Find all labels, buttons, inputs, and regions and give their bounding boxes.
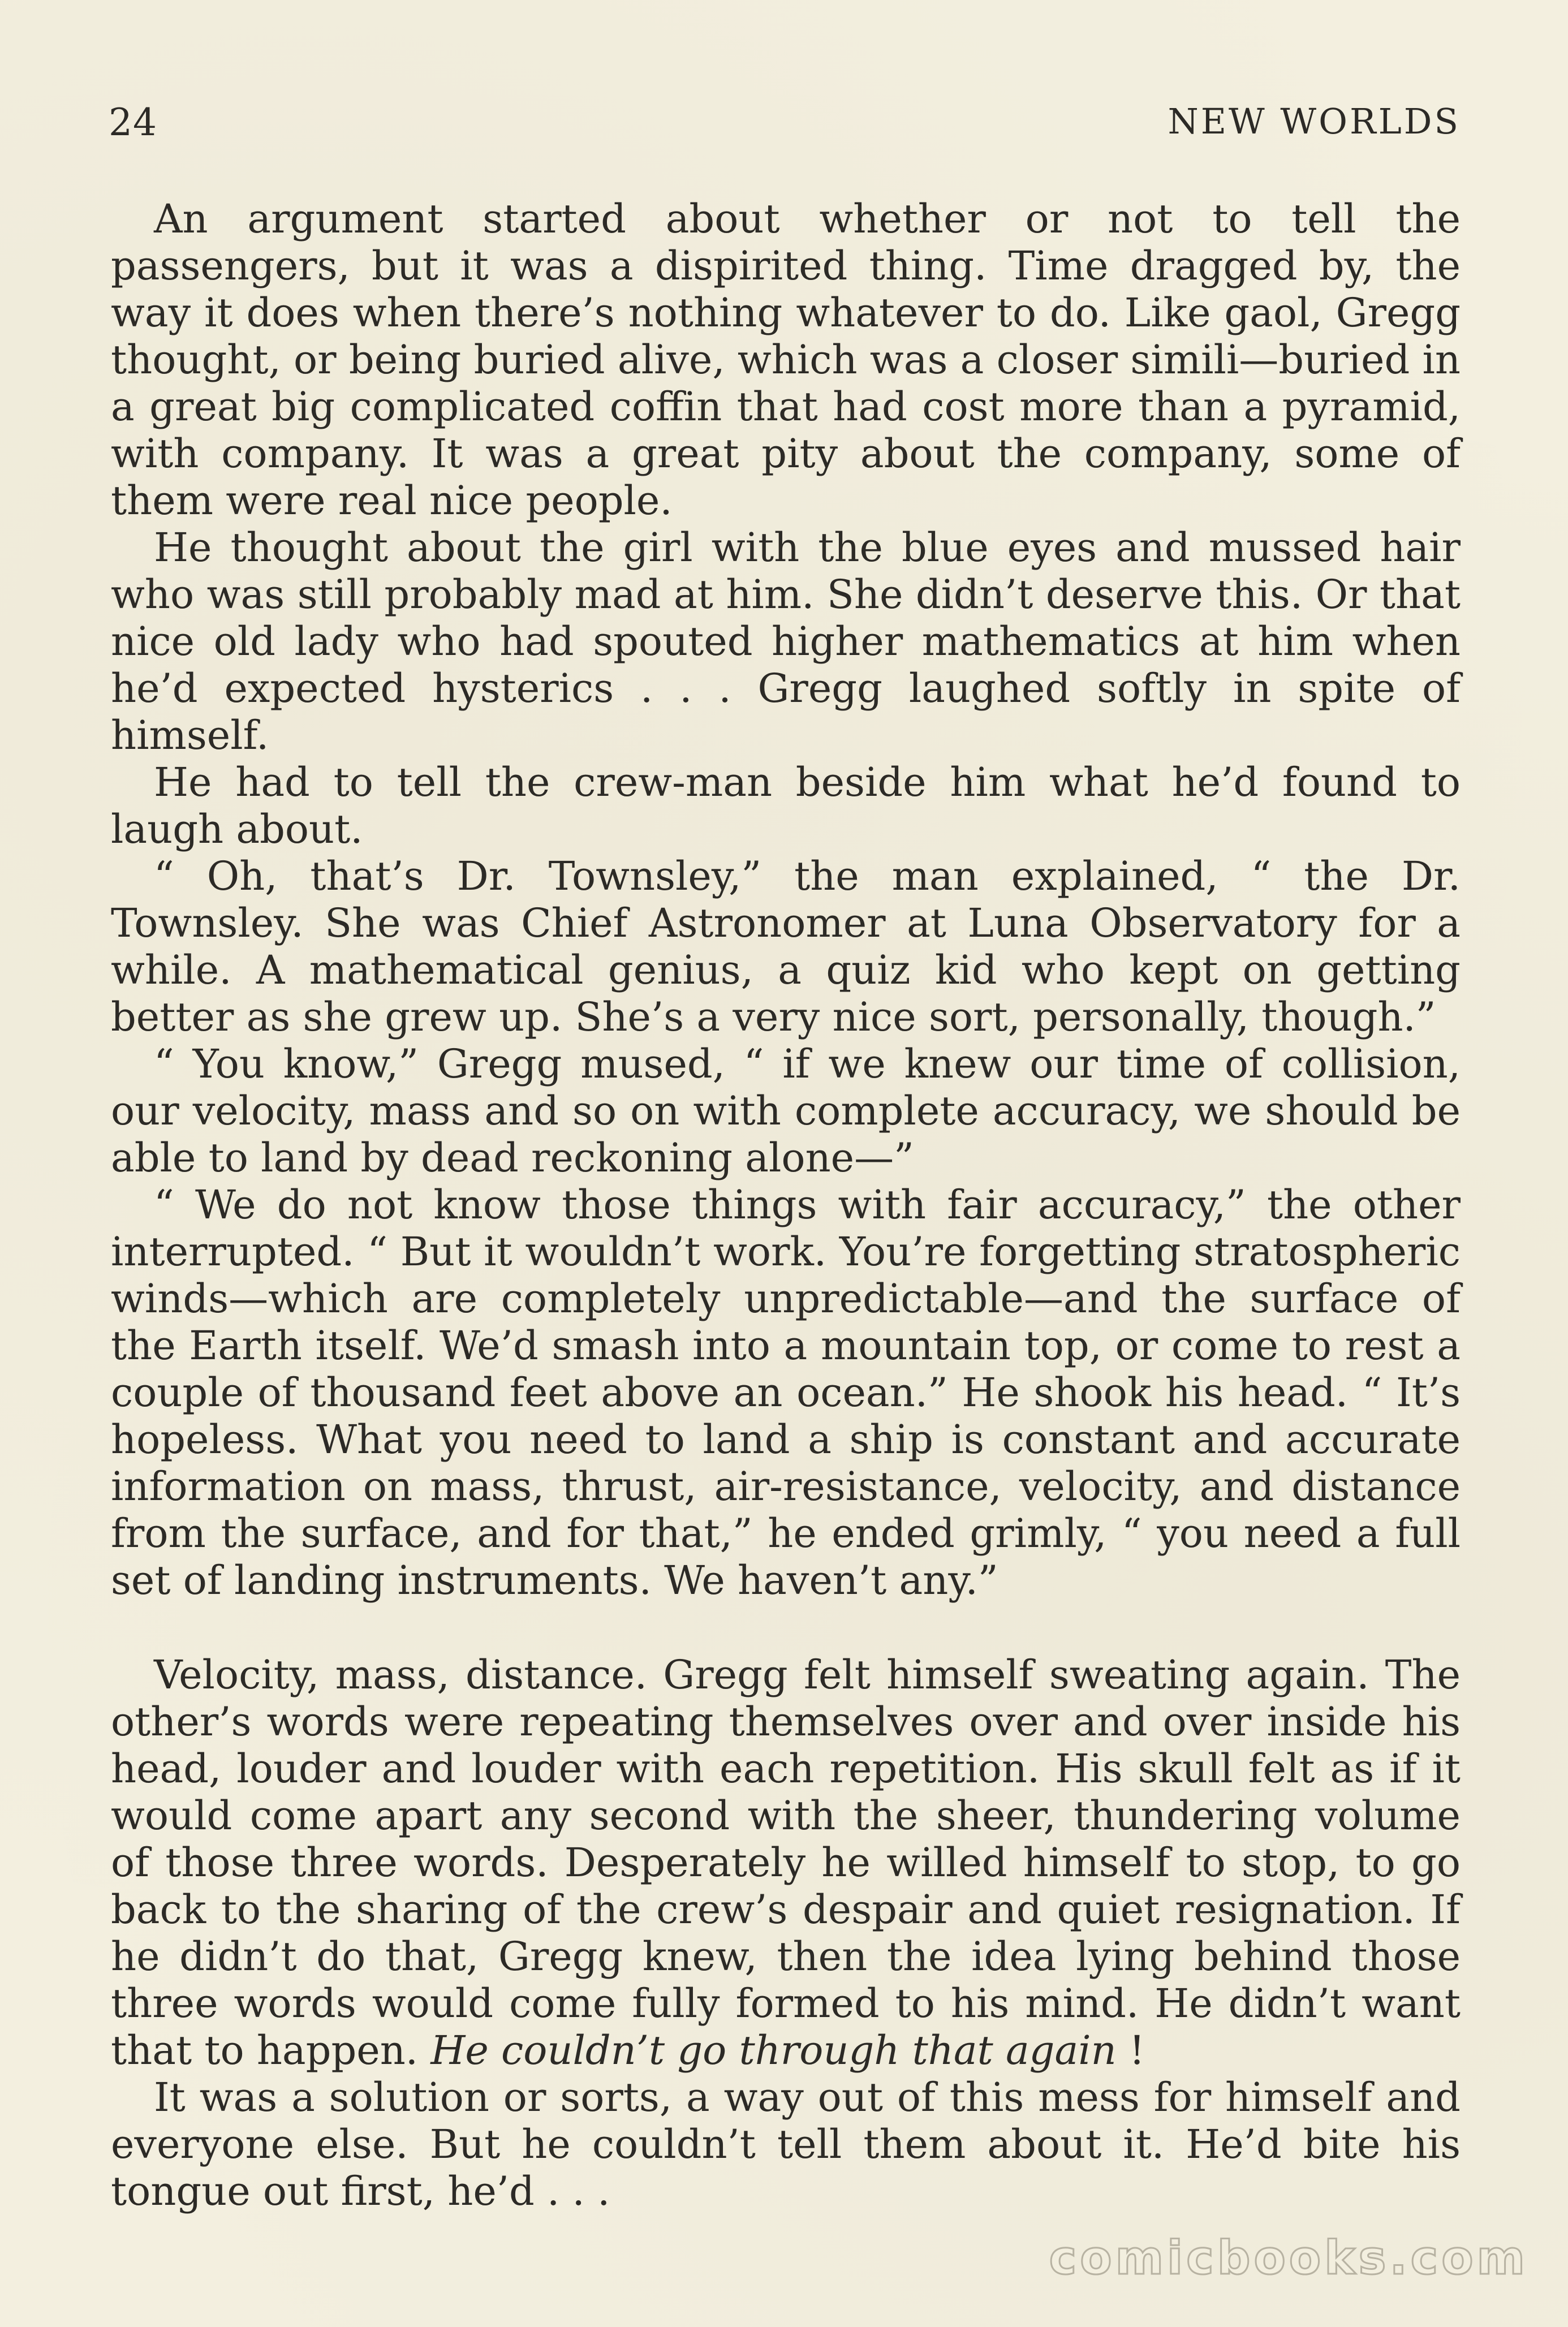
paragraph: “ You know,” Gregg mused, “ if we knew our time of collision, our velocity, mass and so on with complete accuracy, we should be able to land by dead reckoning alone—” (111, 1041, 1461, 1181)
paragraph-text: Velocity, mass, distance. Gregg felt himself sweating again. The other’s words were repeating themselves over and over inside his head, louder and louder with each repetition. His skull felt as if it would come apart any second with the sheer, thundering volume of those three words. Desperately he willed himself to stop, to go back to the sharing of the crew’s despair and quiet resignation. If he didn’t do that, Gregg knew, then the idea lying behind those three words would come fully formed to his mind. He didn’t want that to happen. (111, 1652, 1461, 2074)
paragraph (111, 1652, 1461, 2074)
paragraph: “ Oh, that’s Dr. Townsley,” the man explained, “ the Dr. Townsley. She was Chief Astronomer at Luna Observatory for a while. A mathematical genius, a quiz kid who kept on getting better as she grew up. She’s a very nice sort, personally, though.” (111, 853, 1461, 1040)
paragraph: He thought about the girl with the blue eyes and mussed hair who was still probably mad at him. She didn’t deserve this. Or that nice old lady who had spouted higher mathematics at him when he’d expected hysterics . . . Gregg laughed softly in spite of himself. (111, 524, 1461, 759)
watermark: comicbooks.com (1049, 2231, 1528, 2285)
italic-phrase: He couldn’t go through that again (430, 2027, 1117, 2074)
paragraph-end: ! (1116, 2027, 1145, 2074)
paragraph: It was a solution or sorts, a way out of this mess for himself and everyone else. But he couldn’t tell them about it. He’d bite his tongue out first, he’d . . . (111, 2074, 1461, 2214)
page-header (109, 101, 1461, 152)
paragraph: An argument started about whether or not to tell the passengers, but it was a dispirited thing. Time dragged by, the way it does when there’s nothing whatever to do. Like gaol, Gregg thought, or being buried alive, which was a closer simili—buried in a great big complicated coffin that had cost more than a pyramid, with company. It was a great pity about the company, some of them were real nice people. (111, 196, 1461, 524)
page-number: 24 (109, 101, 157, 144)
story-section-one (111, 196, 1461, 1604)
story-section-two (111, 1652, 1461, 2215)
paragraph: “ We do not know those things with fair accuracy,” the other interrupted. “ But it wouldn’t work. You’re forgetting stratospheric winds—which are completely unpredictable—and the surface of the Earth itself. We’d smash into a mountain top, or come to rest a couple of thousand feet above an ocean.” He shook his head. “ It’s hopeless. What you need to land a ship is constant and accurate information on mass, thrust, air-resistance, velocity, and distance from the surface, and for that,” he ended grimly, “ you need a full set of landing instruments. We haven’t any.” (111, 1182, 1461, 1604)
running-head: NEW WORLDS (1168, 101, 1461, 142)
paragraph: He had to tell the crew-man beside him what he’d found to laugh about. (111, 759, 1461, 852)
